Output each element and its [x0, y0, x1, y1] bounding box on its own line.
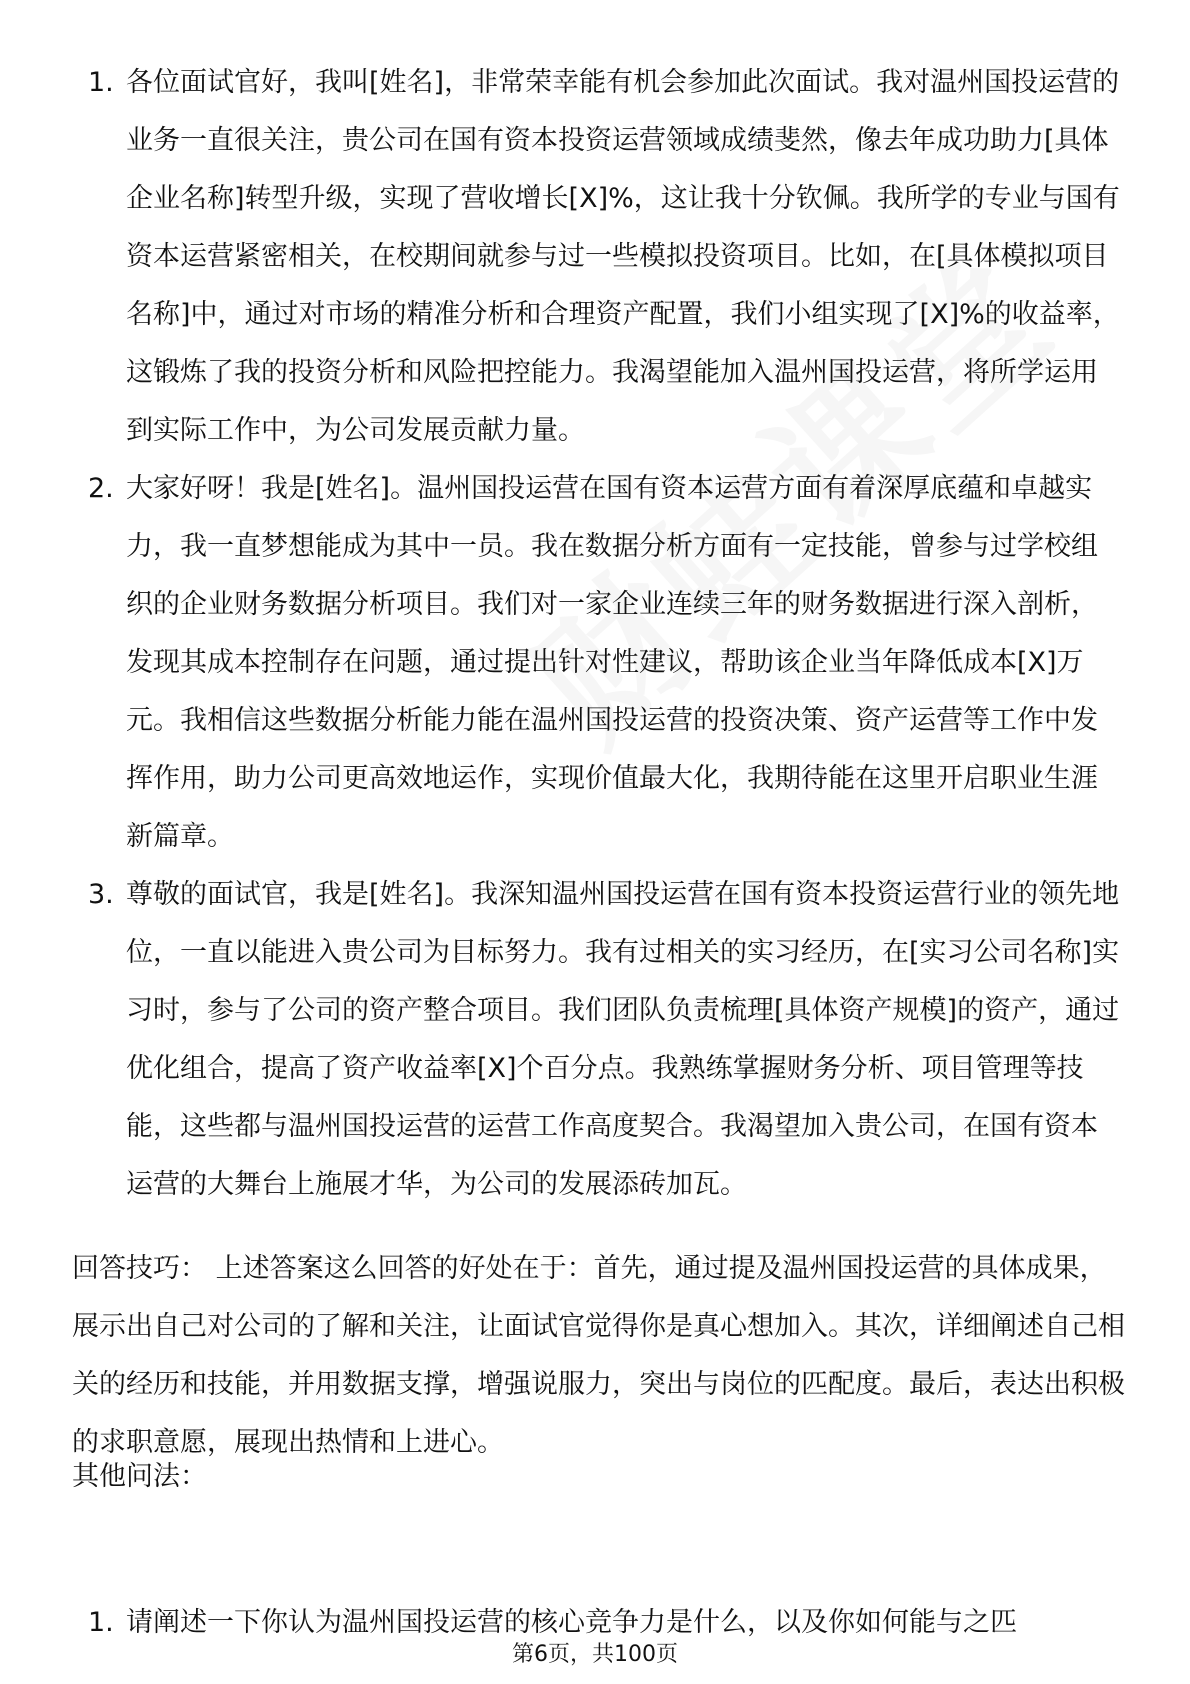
list-number: 3.: [88, 879, 114, 910]
answer-tips: 回答技巧： 上述答案这么回答的好处在于：首先，通过提及温州国投运营的具体成果，展示出自己对公司的了解和关注，让面试官觉得你是真心想加入。其次，详细阐述自己相关的经历和技能，并用数据支撑，增强说服力，突出与岗位的匹配度。最后，表达出积极的求职意愿，展现出热情和上进心。: [72, 1253, 1125, 1458]
answer-text: 尊敬的面试官，我是[姓名]。我深知温州国投运营在国有资本投资运营行业的领先地位，一直以能进入贵公司为目标努力。我有过相关的实习经历，在[实习公司名称]实习时，参与了公司的资产整合项目。我们团队负责梳理[具体资产规模]的资产，通过优化组合，提高了资产收益率[X]个百分点。我熟练掌握财务分析、项目管理等技能，这些都与温州国投运营的运营工作高度契合。我渴望加入贵公司，在国有资本运营的大舞台上施展才华，为公司的发展添砖加瓦。: [126, 879, 1120, 1200]
answer-text: 各位面试官好，我叫[姓名]，非常荣幸能有机会参加此次面试。我对温州国投运营的业务一直很关注，贵公司在国有资本投资运营领域成绩斐然，像去年成功助力[具体企业名称]转型升级，实现了营收增长[X]%，这让我十分钦佩。我所学的专业与国有资本运营紧密相关，在校期间就参与过一些模拟投资项目。比如，在[具体模拟项目名称]中，通过对市场的精准分析和合理资产配置，我们小组实现了[X]%的收益率，这锻炼了我的投资分析和风险把控能力。我渴望能加入温州国投运营，将所学运用到实际工作中，为公司发展贡献力量。: [126, 67, 1120, 446]
answer-item-3: [80, 866, 1120, 1214]
list-number: 1.: [88, 67, 114, 98]
answer-text: 大家好呀！我是[姓名]。温州国投运营在国有资本运营方面有着深厚底蕴和卓越实力，我一直梦想能成为其中一员。我在数据分析方面有一定技能，曾参与过学校组织的企业财务数据分析项目。我们对一家企业连续三年的财务数据进行深入剖析，发现其成本控制存在问题，通过提出针对性建议，帮助该企业当年降低成本[X]万元。我相信这些数据分析能力能在温州国投运营的投资决策、资产运营等工作中发挥作用，助力公司更高效地运作，实现价值最大化，我期待能在这里开启职业生涯新篇章。: [126, 473, 1098, 852]
other-questions-heading: 其他问法：: [72, 1461, 207, 1492]
answer-item-1: [80, 54, 1120, 460]
other-question-text: 请阐述一下你认为温州国投运营的核心竞争力是什么，以及你如何能与之匹: [126, 1607, 1017, 1638]
list-number: 1.: [88, 1607, 114, 1638]
answer-item-2: [80, 460, 1120, 866]
list-number: 2.: [88, 473, 114, 504]
page-number-footer: 第6页，共100页: [512, 1642, 678, 1667]
answer-list: [80, 54, 1120, 1214]
